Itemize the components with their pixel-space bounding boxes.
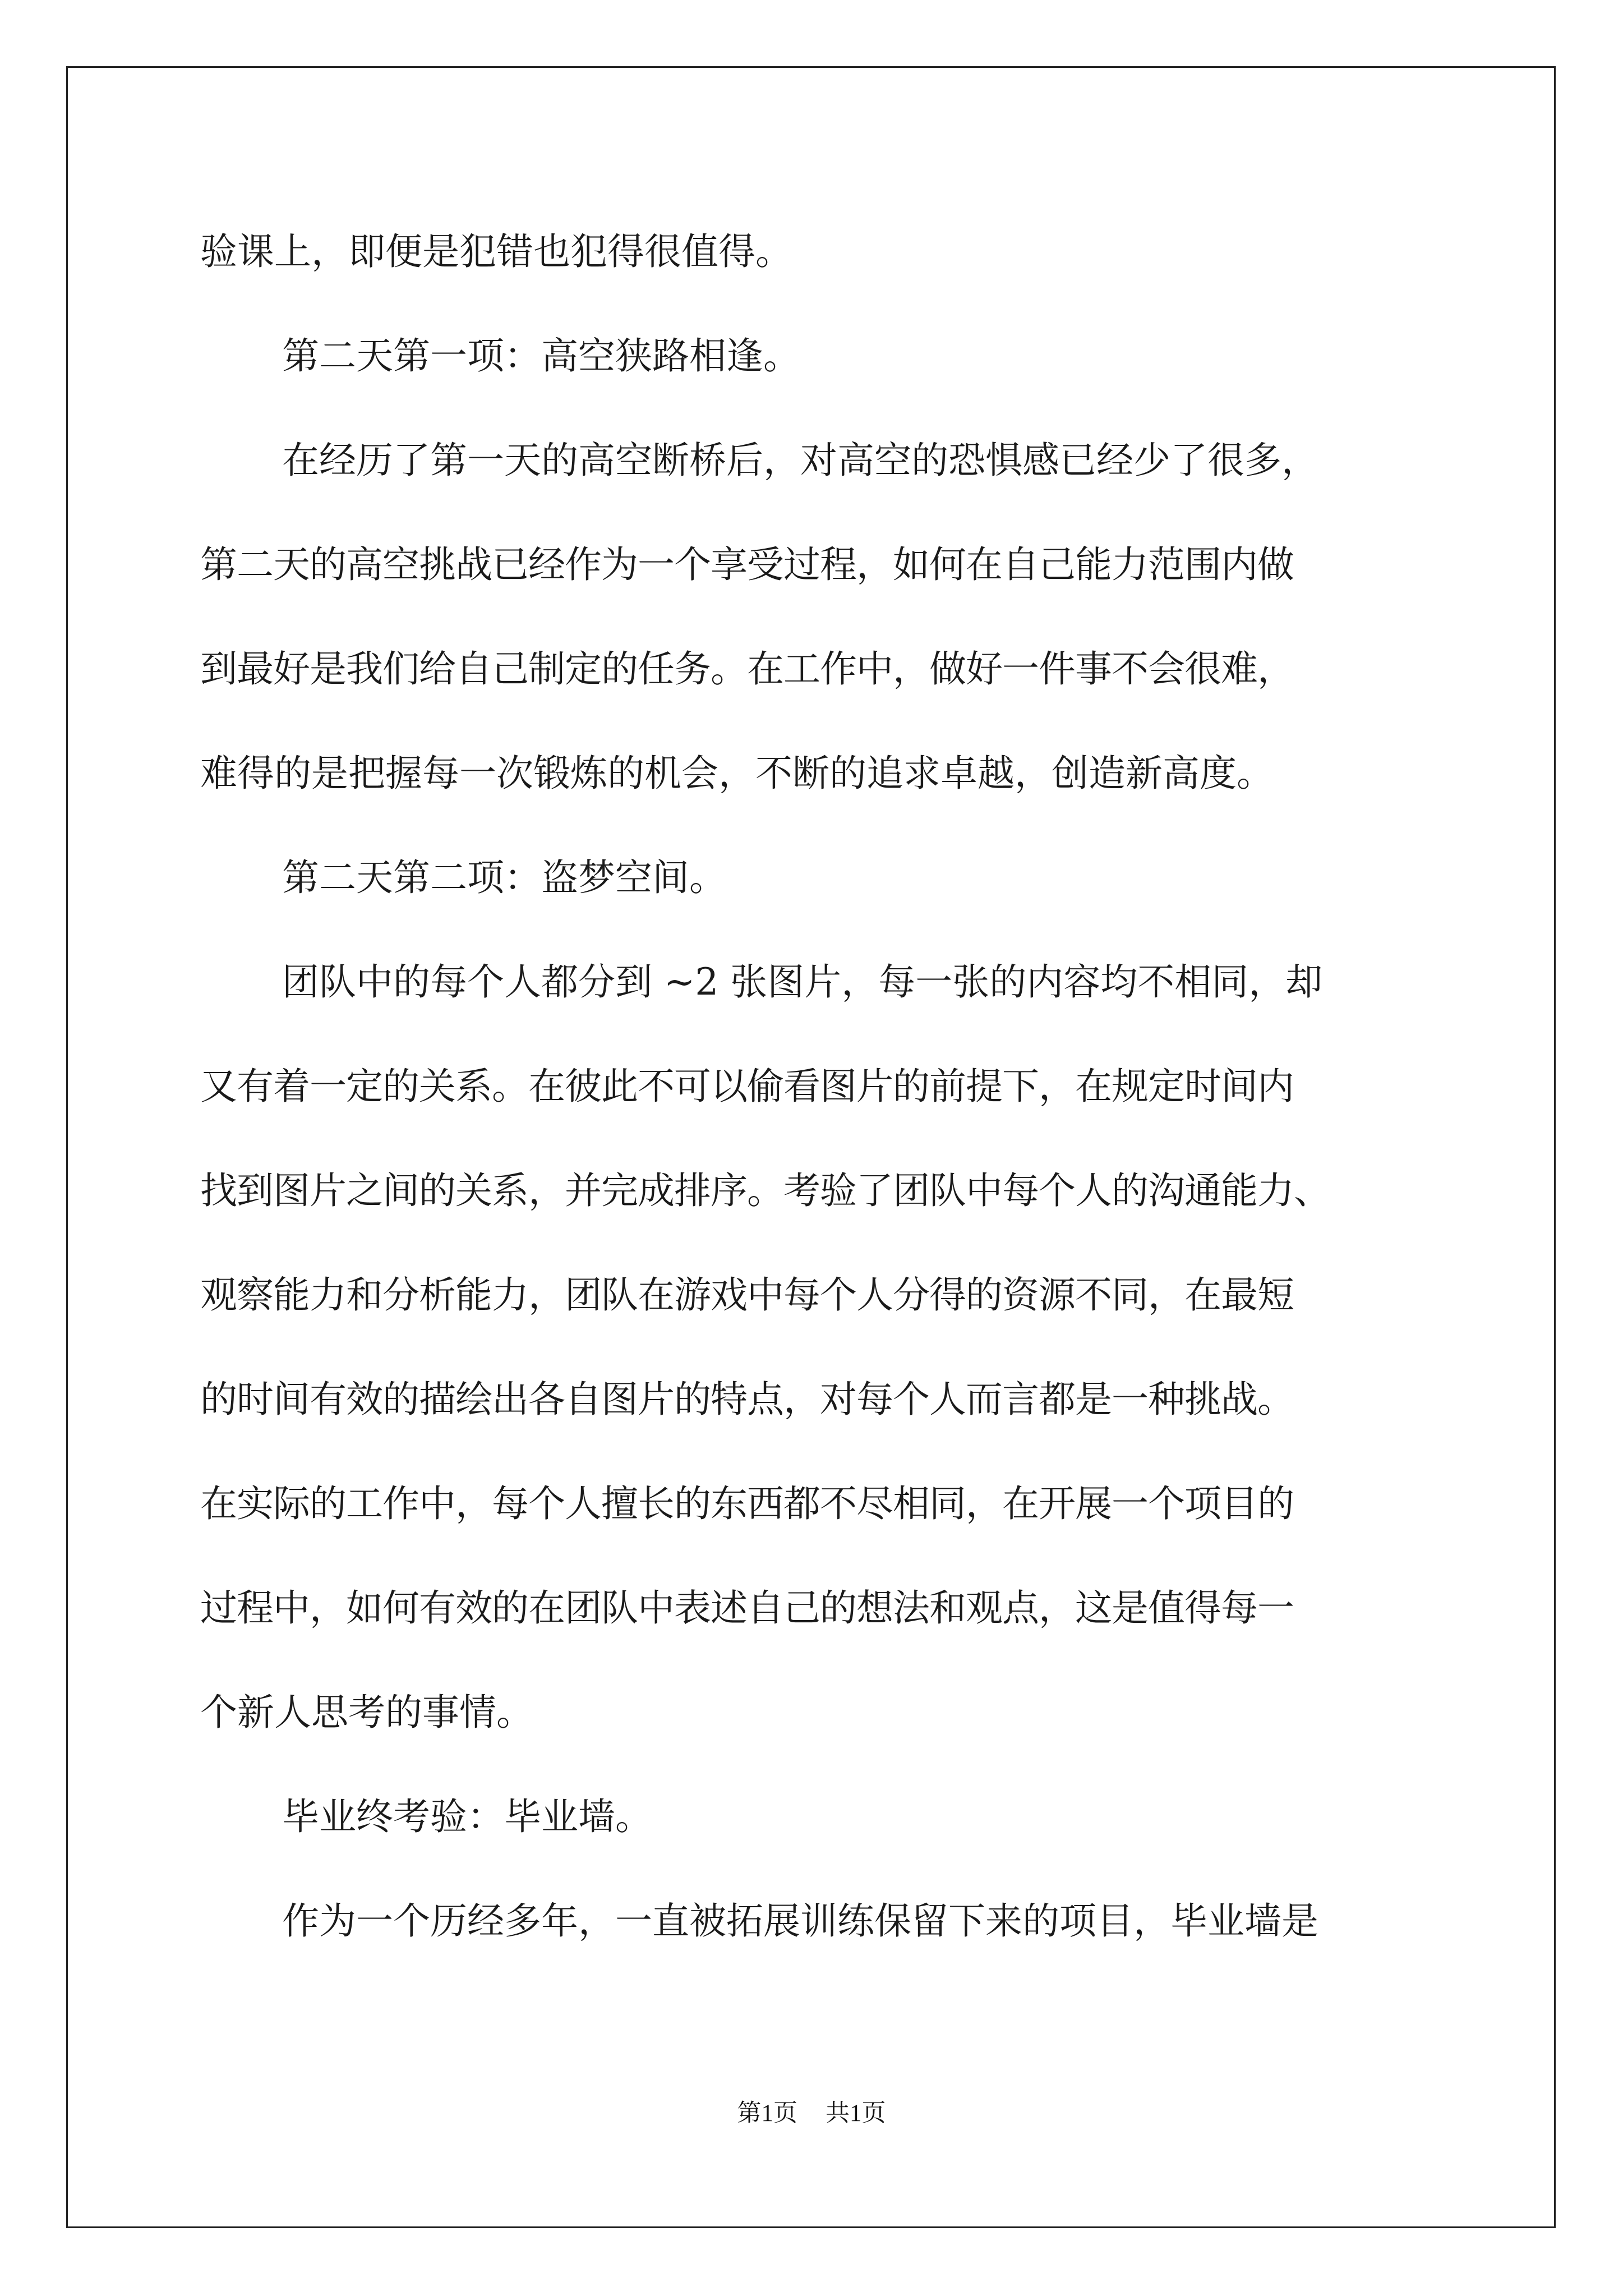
text-line: 到最好是我们给自己制定的任务。在工作中，做好一件事不会很难， (200, 647, 1294, 691)
text-line: 作为一个历经多年，一直被拓展训练保留下来的项目，毕业墙是 (282, 1899, 1318, 1943)
document-body (200, 216, 1434, 1990)
text-line: 观察能力和分析能力，团队在游戏中每个人分得的资源不同，在最短 (200, 1273, 1294, 1317)
text-line: 在实际的工作中，每个人擅长的东西都不尽相同，在开展一个项目的 (200, 1482, 1294, 1525)
text-line: 在经历了第一天的高空断桥后，对高空的恐惧感已经少了很多， (282, 439, 1318, 482)
section-heading: 第二天第一项：高空狭路相逢。 (282, 334, 800, 378)
text-line: 团队中的每个人都分到 ~2 张图片，每一张的内容均不相同，却 (282, 960, 1323, 1004)
text-line: 个新人思考的事情。 (200, 1691, 533, 1734)
text-line: 又有着一定的关系。在彼此不可以偷看图片的前提下，在规定时间内 (200, 1065, 1294, 1108)
text-line: 第二天的高空挑战已经作为一个享受过程，如何在自己能力范围内做 (200, 543, 1294, 586)
text-line: 的时间有效的描绘出各自图片的特点，对每个人而言都是一种挑战。 (200, 1378, 1294, 1421)
section-heading: 第二天第二项：盗梦空间。 (282, 856, 726, 899)
page-total: 共1页 (826, 2100, 886, 2127)
text-line: 难得的是把握每一次锻炼的机会，不断的追求卓越，创造新高度。 (200, 752, 1274, 795)
text-line: 验课上，即便是犯错也犯得很值得。 (200, 230, 792, 273)
text-line: 找到图片之间的关系，并完成排序。考验了团队中每个人的沟通能力、 (200, 1169, 1330, 1212)
page-number: 第1页 (737, 2100, 797, 2127)
page-footer (0, 2097, 1623, 2131)
section-heading: 毕业终考验：毕业墙。 (282, 1795, 652, 1838)
text-line: 过程中，如何有效的在团队中表述自己的想法和观点，这是值得每一 (200, 1586, 1294, 1630)
